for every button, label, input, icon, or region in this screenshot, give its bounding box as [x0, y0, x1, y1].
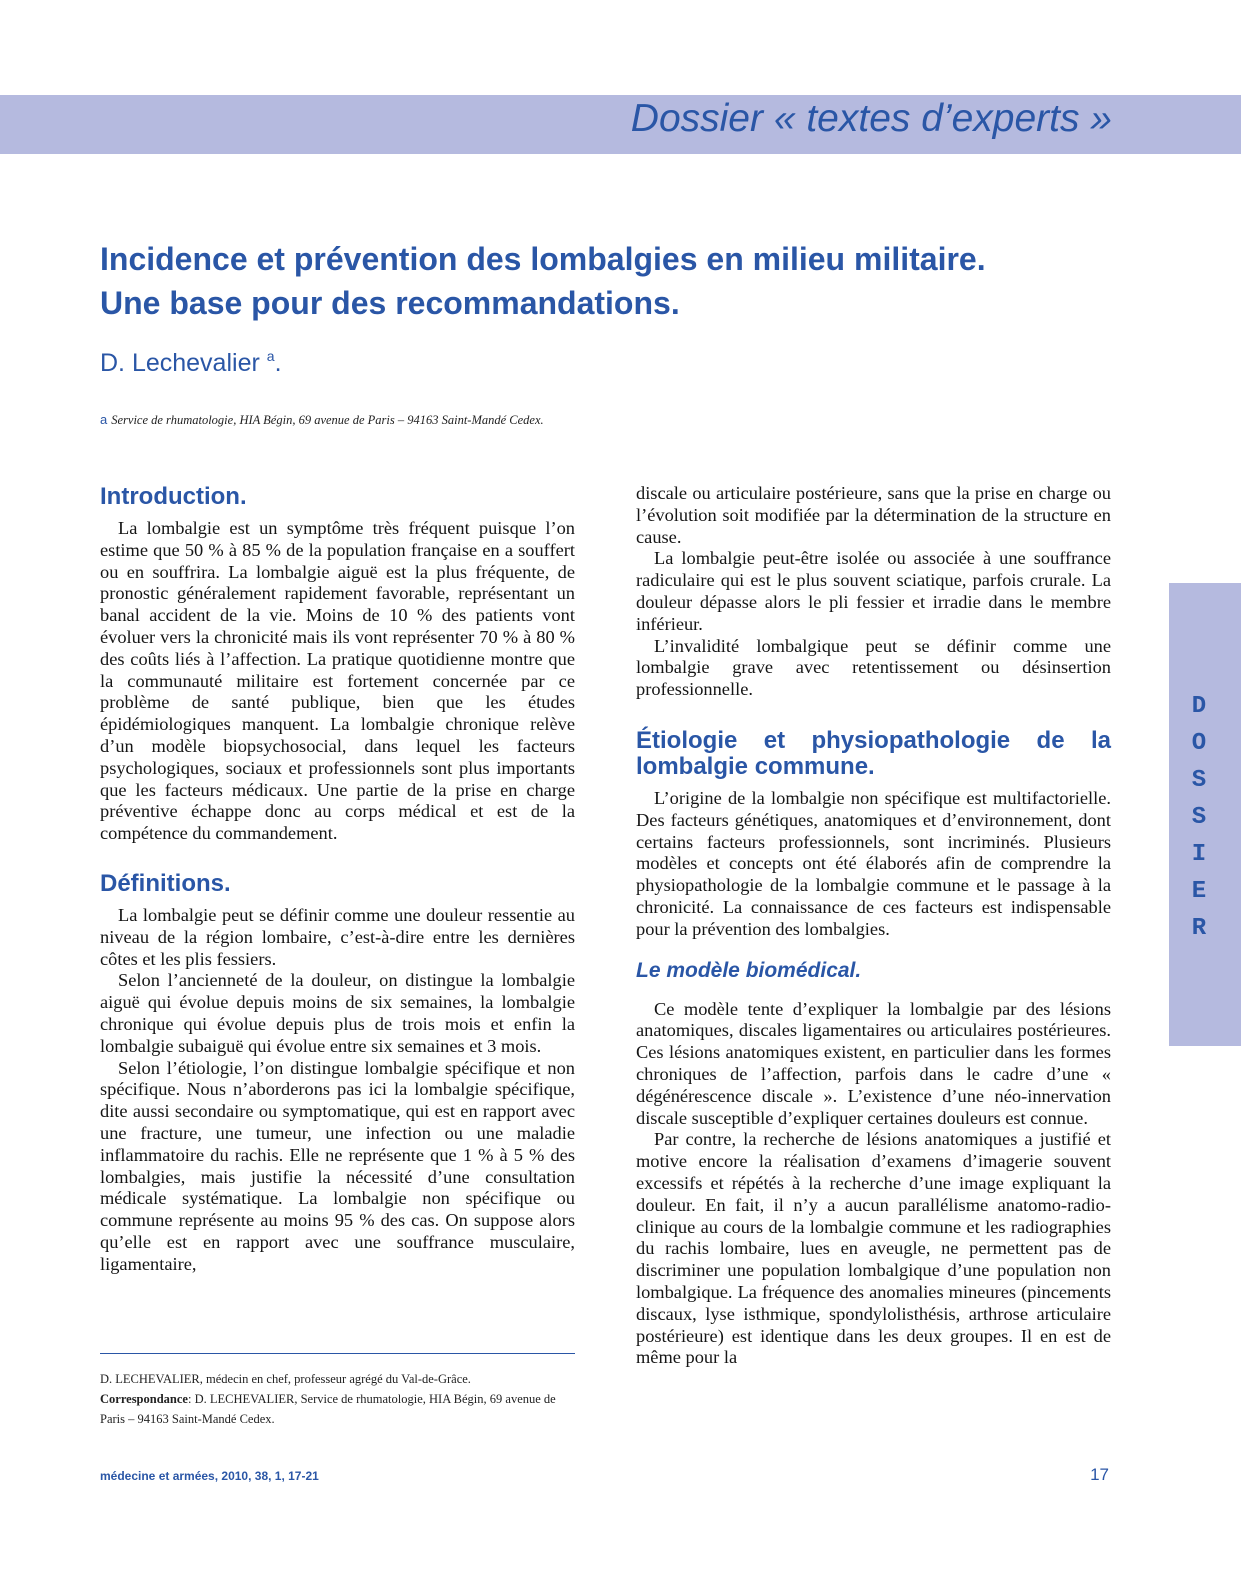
author-line [100, 348, 282, 378]
author-affiliation-marker: a [266, 348, 275, 364]
side-letter: D [1191, 693, 1207, 720]
paragraph-biomedical-1: Ce modèle tente d’expliquer la lombalgie par des lésions anatomiques, discales ligamentaires ou articulaires postérieures. Ces lésions anatomiques existent, en particulier dans les formes chroniques de l’affection, parfois dans le cadre d’une « dégénérescence discale ». L’existence d’une néo-innervation discale susceptible d’expliquer certaines douleurs est connue. [636, 998, 1111, 1128]
paragraph-introduction: La lombalgie est un symptôme très fréquent puisque l’on estime que 50 % à 85 % de la population française en a souffert ou en souffrira. La lombalgie aiguë est la plus fréquente, de pronostic généralement rapidement favorable, représentant un banal accident de la vie. Moins de 10 % des patients vont évoluer vers la chronicité mais ils vont représenter 70 % à 80 % des coûts liés à l’affection. La pratique quotidienne montre que la communauté militaire est fortement concernée par ce problème de santé publique, bien que les études épidémiologiques manquent. La lombalgie chronique relève d’un modèle biopsychosocial, dans lequel les facteurs psychologiques, sociaux et professionnels sont plus importants que les facteurs médicaux. Une partie de la prise en charge préventive échappe donc au corps médical et est de la compétence du commandement. [100, 518, 575, 844]
side-letter: S [1191, 804, 1207, 831]
affiliation [100, 412, 544, 428]
side-letter: O [1191, 730, 1207, 757]
paragraph-etiology: L’origine de la lombalgie non spécifique est multifactorielle. Des facteurs génétiques, anatomiques et d’environnement, dont certains facteurs professionnels, sont incriminés. Plusieurs modèles et concepts ont été élaborés afin de comprendre la physiopathologie de la lombalgie commune et le passage à la chronicité. La connaissance de ces facteurs est indispensable pour la prévention des lombalgies. [636, 787, 1111, 939]
paragraph-definitions-1: La lombalgie peut se définir comme une douleur ressentie au niveau de la région lombaire, c’est-à-dire entre les dernières côtes et les plis fessiers. [100, 904, 575, 969]
heading-biomedical-model: Le modèle biomédical. [636, 958, 862, 982]
article-title-line-1: Incidence et prévention des lombalgies en milieu militaire. [100, 241, 986, 277]
footnotes [100, 1369, 575, 1429]
article-title-line-2: Une base pour des recommandations. [100, 285, 680, 321]
affiliation-text: Service de rhumatologie, HIA Bégin, 69 avenue de Paris – 94163 Saint-Mandé Cedex. [111, 413, 544, 427]
side-letter: I [1191, 841, 1207, 868]
heading-definitions: Définitions. [100, 869, 231, 897]
correspondence-text: : D. LECHEVALIER, Service de rhumatologie, HIA Bégin, 69 avenue de Paris – 94163 Saint-Mandé Cedex. [100, 1392, 556, 1426]
paragraph-definitions-3: Selon l’étiologie, l’on distingue lombalgie spécifique et non spécifique. Nous n’aborderons pas ici la lombalgie spécifique, dite aussi secondaire ou symptomatique, qui est en rapport avec une fracture, une tumeur, une infection ou une maladie inflammatoire du rachis. Elle ne représente que 1 % à 5 % des lombalgies, mais justifie la nécessité d’une consultation médicale systématique. La lombalgie non spécifique ou commune représente au moins 95 % des cas. On suppose alors qu’elle est en rapport avec une souffrance musculaire, ligamentaire, [100, 1057, 575, 1274]
footnote-divider [100, 1353, 575, 1354]
heading-etiology: Étiologie et physiopathologie de la lombalgie commune. [636, 726, 1111, 780]
side-letter: E [1191, 878, 1207, 905]
page-number: 17 [1090, 1465, 1109, 1484]
paragraph-definitions-2: Selon l’ancienneté de la douleur, on distingue la lombalgie aiguë qui évolue depuis moins de six semaines, la lombalgie chronique qui évolue depuis plus de trois mois et enfin la lombalgie subaiguë qui évolue entre six semaines et 3 mois. [100, 970, 575, 1056]
author-name: D. Lechevalier [100, 349, 260, 377]
affiliation-marker: a [100, 412, 108, 427]
correspondence-label: Correspondance [100, 1392, 188, 1406]
paragraph-invalidity: L’invalidité lombalgique peut se définir comme une lombalgie grave avec retentissement ou désinsertion professionnelle. [636, 635, 1111, 700]
side-tab-letters [1169, 688, 1229, 947]
paragraph-radicular: La lombalgie peut-être isolée ou associée à une souffrance radiculaire qui est le plus souvent sciatique, parfois crurale. La douleur dépasse alors le pli fessier et irradie dans le membre inférieur. [636, 548, 1111, 634]
left-column [100, 484, 575, 1276]
article-title [100, 237, 1100, 325]
dossier-side-tab [1169, 583, 1241, 1046]
paragraph-biomedical-2: Par contre, la recherche de lésions anatomiques a justifié et motive encore la réalisation d’examens d’imagerie souvent excessifs et répétés à la recherche d’une image expliquant la douleur. En fait, il n’y a aucun parallélisme anatomo-radio-clinique au cours de la lombalgie commune et les radiographies du rachis lombaire, lues en aveugle, ne permettent pas de discriminer une population lombalgique d’une population non lombalgique. La fréquence des anomalies mineures (pincements discaux, lyse isthmique, spondylolisthésis, arthrose articulaire postérieure) est identique dans les deux groupes. Il en est de même pour la [636, 1129, 1111, 1368]
banner-title: Dossier « textes d’experts » [630, 97, 1112, 140]
footnote-author: D. LECHEVALIER, médecin en chef, professeur agrégé du Val-de-Grâce. [100, 1372, 471, 1386]
side-letter: R [1191, 915, 1207, 942]
journal-reference: médecine et armées, 2010, 38, 1, 17-21 [100, 1469, 319, 1483]
section-banner [0, 95, 1241, 154]
right-column [636, 483, 1111, 1369]
heading-introduction: Introduction. [100, 483, 247, 510]
paragraph-continued: discale ou articulaire postérieure, sans que la prise en charge ou l’évolution soit modifiée par la détermination de la structure en cause. [636, 483, 1111, 547]
footnote-correspondence [100, 1389, 575, 1429]
side-letter: S [1191, 767, 1207, 794]
author-end: . [274, 349, 282, 377]
